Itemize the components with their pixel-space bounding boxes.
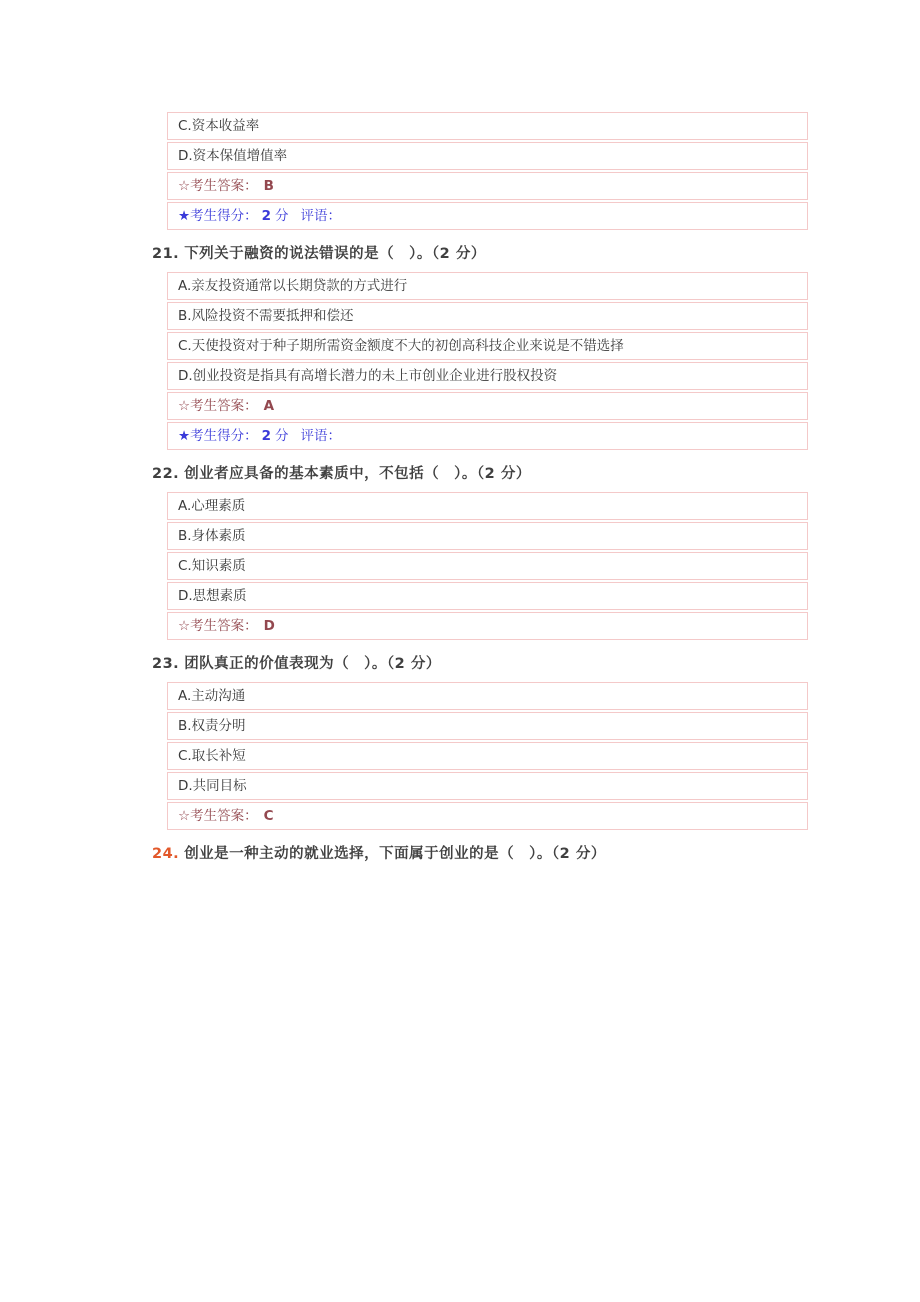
answer-value: C	[263, 808, 274, 824]
option-row: C.取长补短	[167, 742, 808, 770]
question-text: 下列关于融资的说法错误的是（ ）。（2 分）	[184, 246, 486, 262]
option-row: B.权责分明	[167, 712, 808, 740]
option-row: D.思想素质	[167, 582, 808, 610]
question-block	[152, 232, 822, 452]
answer-value: B	[263, 178, 274, 194]
option-row: B.风险投资不需要抵押和偿还	[167, 302, 808, 330]
comment-label: 评语：	[300, 208, 342, 224]
option-row: D.创业投资是指具有高增长潜力的未上市创业企业进行股权投资	[167, 362, 808, 390]
option-row: C.天使投资对于种子期所需资金额度不大的初创高科技企业来说是不错选择	[167, 332, 808, 360]
candidate-answer-row	[167, 172, 808, 200]
question-block	[152, 642, 822, 832]
score-label: ★考生得分：	[178, 208, 258, 224]
question-block	[152, 452, 822, 642]
comment-label: 评语：	[300, 428, 342, 444]
option-row: D.共同目标	[167, 772, 808, 800]
question-number: 22.	[152, 466, 180, 482]
question-title	[152, 463, 822, 485]
question-title	[152, 843, 822, 865]
question-title	[152, 653, 822, 675]
answer-label: ☆考生答案：	[178, 398, 258, 414]
score-value: 2	[261, 428, 272, 444]
score-unit: 分	[275, 208, 289, 224]
question-text: 创业者应具备的基本素质中，不包括（ ）。（2 分）	[184, 466, 531, 482]
option-row: A.主动沟通	[167, 682, 808, 710]
question-text: 团队真正的价值表现为（ ）。（2 分）	[184, 656, 441, 672]
question-rows	[167, 112, 822, 230]
exam-page	[152, 112, 822, 872]
question-rows	[167, 272, 822, 450]
question-rows	[167, 682, 822, 830]
score-value: 2	[261, 208, 272, 224]
option-row: B.身体素质	[167, 522, 808, 550]
question-block	[152, 112, 822, 232]
answer-label: ☆考生答案：	[178, 808, 258, 824]
question-number: 21.	[152, 246, 180, 262]
candidate-score-row	[167, 422, 808, 450]
score-unit: 分	[275, 428, 289, 444]
question-block	[152, 832, 822, 872]
option-row: A.心理素质	[167, 492, 808, 520]
answer-label: ☆考生答案：	[178, 178, 258, 194]
question-title	[152, 243, 822, 265]
option-row: C.资本收益率	[167, 112, 808, 140]
question-number: 23.	[152, 656, 180, 672]
candidate-answer-row	[167, 612, 808, 640]
option-row: D.资本保值增值率	[167, 142, 808, 170]
answer-value: D	[263, 618, 275, 634]
candidate-score-row	[167, 202, 808, 230]
score-label: ★考生得分：	[178, 428, 258, 444]
answer-value: A	[263, 398, 275, 414]
question-number: 24.	[152, 846, 180, 862]
question-text: 创业是一种主动的就业选择，下面属于创业的是（ ）。（2 分）	[184, 846, 606, 862]
option-row: A.亲友投资通常以长期贷款的方式进行	[167, 272, 808, 300]
option-row: C.知识素质	[167, 552, 808, 580]
questions-container	[152, 112, 822, 872]
answer-label: ☆考生答案：	[178, 618, 258, 634]
candidate-answer-row	[167, 802, 808, 830]
candidate-answer-row	[167, 392, 808, 420]
question-rows	[167, 492, 822, 640]
